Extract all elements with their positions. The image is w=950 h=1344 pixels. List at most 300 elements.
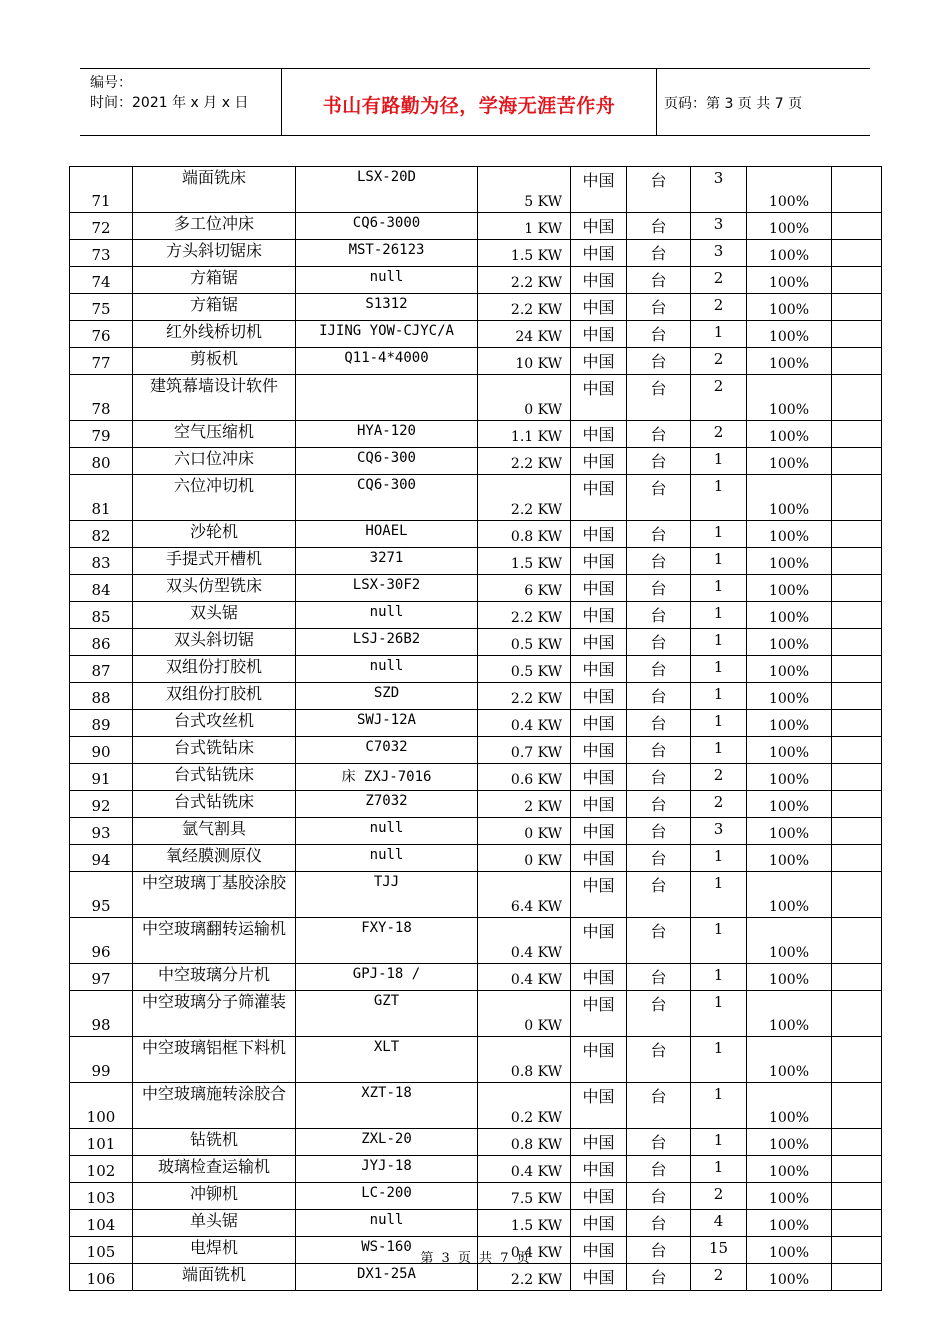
origin-country: 中国: [571, 548, 627, 575]
condition-rate: 100%: [747, 918, 832, 964]
quantity: 2: [691, 421, 747, 448]
power-rating: 0.4 KW: [478, 964, 571, 991]
serial-label: 编号：: [90, 75, 132, 91]
model-number: MST-26123: [296, 240, 478, 267]
quantity: 2: [691, 267, 747, 294]
power-rating: 0.4 KW: [478, 918, 571, 964]
condition-rate: 100%: [747, 1183, 832, 1210]
condition-rate: 100%: [747, 1083, 832, 1129]
remarks: [832, 872, 882, 918]
row-number: 83: [70, 548, 133, 575]
origin-country: 中国: [571, 845, 627, 872]
power-rating: 0.7 KW: [478, 737, 571, 764]
model-number: IJING YOW-CJYC/A: [296, 321, 478, 348]
remarks: [832, 421, 882, 448]
condition-rate: 100%: [747, 213, 832, 240]
unit: 台: [627, 348, 691, 375]
remarks: [832, 683, 882, 710]
quantity: 1: [691, 448, 747, 475]
quantity: 1: [691, 845, 747, 872]
quantity: 1: [691, 1083, 747, 1129]
origin-country: 中国: [571, 1083, 627, 1129]
row-number: 99: [70, 1037, 133, 1083]
model-number: SWJ-12A: [296, 710, 478, 737]
quantity: 3: [691, 213, 747, 240]
row-number: 102: [70, 1156, 133, 1183]
table-row: [70, 710, 882, 737]
quantity: 1: [691, 872, 747, 918]
power-rating: 0 KW: [478, 991, 571, 1037]
quantity: 1: [691, 602, 747, 629]
origin-country: 中国: [571, 818, 627, 845]
header-page-info: 页码：第 3 页 共 7 页: [664, 96, 803, 112]
equipment-name: 建筑幕墙设计软件: [133, 375, 296, 421]
equipment-name: 双组份打胶机: [133, 656, 296, 683]
quantity: 2: [691, 1264, 747, 1291]
condition-rate: 100%: [747, 240, 832, 267]
quantity: 1: [691, 1156, 747, 1183]
remarks: [832, 213, 882, 240]
equipment-name: 方头斜切锯床: [133, 240, 296, 267]
condition-rate: 100%: [747, 1237, 832, 1264]
table-row: [70, 845, 882, 872]
table-row: [70, 267, 882, 294]
power-rating: 0.5 KW: [478, 629, 571, 656]
unit: 台: [627, 448, 691, 475]
power-rating: 6 KW: [478, 575, 571, 602]
header-motto: 书山有路勤为径，学海无涯苦作舟: [322, 95, 616, 117]
unit: 台: [627, 683, 691, 710]
remarks: [832, 1264, 882, 1291]
condition-rate: 100%: [747, 791, 832, 818]
remarks: [832, 991, 882, 1037]
unit: 台: [627, 167, 691, 213]
table-row: [70, 602, 882, 629]
unit: 台: [627, 475, 691, 521]
equipment-name: 中空玻璃分子筛灌装: [133, 991, 296, 1037]
equipment-name: 台式攻丝机: [133, 710, 296, 737]
table-row: [70, 575, 882, 602]
table-row: [70, 1083, 882, 1129]
model-number: HOAEL: [296, 521, 478, 548]
power-rating: 0 KW: [478, 845, 571, 872]
model-number: HYA-120: [296, 421, 478, 448]
header-divider: [656, 69, 657, 135]
condition-rate: 100%: [747, 1156, 832, 1183]
row-number: 88: [70, 683, 133, 710]
power-rating: 0.6 KW: [478, 764, 571, 791]
model-number: TJJ: [296, 872, 478, 918]
remarks: [832, 1129, 882, 1156]
table-row: [70, 918, 882, 964]
page-footer: 第 3 页 共 7 页: [420, 1251, 530, 1266]
power-rating: 0 KW: [478, 818, 571, 845]
table-row: [70, 448, 882, 475]
origin-country: 中国: [571, 872, 627, 918]
origin-country: 中国: [571, 602, 627, 629]
unit: 台: [627, 1156, 691, 1183]
table-row: [70, 375, 882, 421]
equipment-name: 电焊机: [133, 1237, 296, 1264]
unit: 台: [627, 213, 691, 240]
remarks: [832, 1183, 882, 1210]
table-row: [70, 737, 882, 764]
remarks: [832, 818, 882, 845]
unit: 台: [627, 991, 691, 1037]
origin-country: 中国: [571, 764, 627, 791]
equipment-name: 手提式开槽机: [133, 548, 296, 575]
condition-rate: 100%: [747, 267, 832, 294]
model-number: S1312: [296, 294, 478, 321]
quantity: 1: [691, 548, 747, 575]
table-row: [70, 818, 882, 845]
condition-rate: 100%: [747, 348, 832, 375]
quantity: 1: [691, 475, 747, 521]
quantity: 1: [691, 710, 747, 737]
model-number: Z7032: [296, 791, 478, 818]
quantity: 1: [691, 629, 747, 656]
model-number: null: [296, 656, 478, 683]
page-header: [80, 68, 870, 136]
unit: 台: [627, 918, 691, 964]
condition-rate: 100%: [747, 656, 832, 683]
unit: 台: [627, 845, 691, 872]
remarks: [832, 791, 882, 818]
remarks: [832, 475, 882, 521]
power-rating: 6.4 KW: [478, 872, 571, 918]
model-number: CQ6-300: [296, 448, 478, 475]
model-number: CQ6-3000: [296, 213, 478, 240]
row-number: 97: [70, 964, 133, 991]
table-row: [70, 1183, 882, 1210]
model-number: 3271: [296, 548, 478, 575]
equipment-name: 单头锯: [133, 1210, 296, 1237]
model-number: JYJ-18: [296, 1156, 478, 1183]
quantity: 2: [691, 294, 747, 321]
power-rating: 1 KW: [478, 213, 571, 240]
model-number: CQ6-300: [296, 475, 478, 521]
condition-rate: 100%: [747, 448, 832, 475]
unit: 台: [627, 1210, 691, 1237]
row-number: 75: [70, 294, 133, 321]
remarks: [832, 375, 882, 421]
power-rating: 2 KW: [478, 791, 571, 818]
origin-country: 中国: [571, 267, 627, 294]
remarks: [832, 294, 882, 321]
equipment-name: 红外线桥切机: [133, 321, 296, 348]
condition-rate: 100%: [747, 872, 832, 918]
equipment-name: 双头锯: [133, 602, 296, 629]
origin-country: 中国: [571, 1210, 627, 1237]
equipment-name: 氩气割具: [133, 818, 296, 845]
row-number: 105: [70, 1237, 133, 1264]
power-rating: 0.8 KW: [478, 1129, 571, 1156]
equipment-name: 双头斜切锯: [133, 629, 296, 656]
origin-country: 中国: [571, 964, 627, 991]
condition-rate: 100%: [747, 1264, 832, 1291]
power-rating: 2.2 KW: [478, 475, 571, 521]
power-rating: 2.2 KW: [478, 602, 571, 629]
origin-country: 中国: [571, 240, 627, 267]
table-row: [70, 348, 882, 375]
condition-rate: 100%: [747, 629, 832, 656]
power-rating: 1.5 KW: [478, 240, 571, 267]
table-row: [70, 421, 882, 448]
quantity: 1: [691, 964, 747, 991]
condition-rate: 100%: [747, 991, 832, 1037]
equipment-name: 空气压缩机: [133, 421, 296, 448]
row-number: 96: [70, 918, 133, 964]
unit: 台: [627, 1183, 691, 1210]
unit: 台: [627, 791, 691, 818]
row-number: 81: [70, 475, 133, 521]
model-number: WS-160: [296, 1237, 478, 1264]
table-row: [70, 629, 882, 656]
model-number: null: [296, 602, 478, 629]
equipment-name: 台式钻铣床: [133, 791, 296, 818]
remarks: [832, 710, 882, 737]
model-number: [296, 375, 478, 421]
origin-country: 中国: [571, 1183, 627, 1210]
condition-rate: 100%: [747, 1210, 832, 1237]
remarks: [832, 1037, 882, 1083]
header-meta: [90, 73, 248, 113]
quantity: 1: [691, 737, 747, 764]
quantity: 1: [691, 1129, 747, 1156]
model-number: LSX-30F2: [296, 575, 478, 602]
unit: 台: [627, 964, 691, 991]
origin-country: 中国: [571, 1129, 627, 1156]
table-row: [70, 764, 882, 791]
equipment-name: 中空玻璃翻转运输机: [133, 918, 296, 964]
equipment-name: 氧经膜测原仪: [133, 845, 296, 872]
unit: 台: [627, 575, 691, 602]
condition-rate: 100%: [747, 710, 832, 737]
origin-country: 中国: [571, 1264, 627, 1291]
condition-rate: 100%: [747, 1037, 832, 1083]
quantity: 1: [691, 321, 747, 348]
quantity: 3: [691, 818, 747, 845]
remarks: [832, 845, 882, 872]
row-number: 94: [70, 845, 133, 872]
power-rating: 1.1 KW: [478, 421, 571, 448]
model-number: 床 ZXJ-7016: [296, 764, 478, 791]
row-number: 100: [70, 1083, 133, 1129]
table-row: [70, 991, 882, 1037]
row-number: 86: [70, 629, 133, 656]
row-number: 95: [70, 872, 133, 918]
power-rating: 0.8 KW: [478, 521, 571, 548]
remarks: [832, 1210, 882, 1237]
unit: 台: [627, 818, 691, 845]
table-row: [70, 964, 882, 991]
model-number: null: [296, 818, 478, 845]
equipment-name: 剪板机: [133, 348, 296, 375]
equipment-table: [69, 166, 882, 1291]
model-number: XLT: [296, 1037, 478, 1083]
power-rating: 5 KW: [478, 167, 571, 213]
row-number: 91: [70, 764, 133, 791]
quantity: 1: [691, 656, 747, 683]
table-row: [70, 240, 882, 267]
origin-country: 中国: [571, 375, 627, 421]
remarks: [832, 918, 882, 964]
row-number: 71: [70, 167, 133, 213]
unit: 台: [627, 1083, 691, 1129]
model-number: SZD: [296, 683, 478, 710]
quantity: 2: [691, 348, 747, 375]
quantity: 2: [691, 764, 747, 791]
condition-rate: 100%: [747, 167, 832, 213]
quantity: 2: [691, 1183, 747, 1210]
row-number: 93: [70, 818, 133, 845]
model-number: XZT-18: [296, 1083, 478, 1129]
origin-country: 中国: [571, 656, 627, 683]
table-row: [70, 791, 882, 818]
table-row: [70, 683, 882, 710]
remarks: [832, 321, 882, 348]
unit: 台: [627, 629, 691, 656]
remarks: [832, 1083, 882, 1129]
row-number: 87: [70, 656, 133, 683]
origin-country: 中国: [571, 1237, 627, 1264]
quantity: 1: [691, 991, 747, 1037]
origin-country: 中国: [571, 1037, 627, 1083]
model-number: FXY-18: [296, 918, 478, 964]
condition-rate: 100%: [747, 737, 832, 764]
origin-country: 中国: [571, 683, 627, 710]
unit: 台: [627, 872, 691, 918]
time-label: 时间：2021 年 x 月 x 日: [90, 95, 249, 111]
unit: 台: [627, 294, 691, 321]
table-row: [70, 294, 882, 321]
power-rating: 0.8 KW: [478, 1037, 571, 1083]
unit: 台: [627, 737, 691, 764]
power-rating: 1.5 KW: [478, 548, 571, 575]
table-row: [70, 1156, 882, 1183]
remarks: [832, 448, 882, 475]
row-number: 104: [70, 1210, 133, 1237]
condition-rate: 100%: [747, 475, 832, 521]
table-row: [70, 548, 882, 575]
table-row: [70, 213, 882, 240]
model-number: null: [296, 845, 478, 872]
equipment-name: 多工位冲床: [133, 213, 296, 240]
power-rating: 7.5 KW: [478, 1183, 571, 1210]
row-number: 106: [70, 1264, 133, 1291]
remarks: [832, 602, 882, 629]
equipment-name: 玻璃检查运输机: [133, 1156, 296, 1183]
condition-rate: 100%: [747, 683, 832, 710]
equipment-name: 双组份打胶机: [133, 683, 296, 710]
unit: 台: [627, 602, 691, 629]
row-number: 89: [70, 710, 133, 737]
row-number: 103: [70, 1183, 133, 1210]
equipment-name: 六口位冲床: [133, 448, 296, 475]
quantity: 3: [691, 167, 747, 213]
condition-rate: 100%: [747, 321, 832, 348]
unit: 台: [627, 764, 691, 791]
remarks: [832, 548, 882, 575]
equipment-name: 冲铆机: [133, 1183, 296, 1210]
table-row: [70, 872, 882, 918]
equipment-name: 端面铣床: [133, 167, 296, 213]
table-row: [70, 475, 882, 521]
quantity: 3: [691, 240, 747, 267]
condition-rate: 100%: [747, 575, 832, 602]
origin-country: 中国: [571, 475, 627, 521]
unit: 台: [627, 656, 691, 683]
row-number: 77: [70, 348, 133, 375]
model-number: LC-200: [296, 1183, 478, 1210]
table-row: [70, 1037, 882, 1083]
power-rating: 2.2 KW: [478, 267, 571, 294]
unit: 台: [627, 521, 691, 548]
origin-country: 中国: [571, 348, 627, 375]
row-number: 84: [70, 575, 133, 602]
model-number: Q11-4*4000: [296, 348, 478, 375]
remarks: [832, 964, 882, 991]
quantity: 1: [691, 521, 747, 548]
equipment-name: 台式铣钻床: [133, 737, 296, 764]
equipment-name: 中空玻璃施转涂胶合: [133, 1083, 296, 1129]
power-rating: 2.2 KW: [478, 448, 571, 475]
unit: 台: [627, 1237, 691, 1264]
unit: 台: [627, 710, 691, 737]
condition-rate: 100%: [747, 421, 832, 448]
origin-country: 中国: [571, 918, 627, 964]
condition-rate: 100%: [747, 548, 832, 575]
power-rating: 0.5 KW: [478, 656, 571, 683]
equipment-name: 双头仿型铣床: [133, 575, 296, 602]
unit: 台: [627, 548, 691, 575]
unit: 台: [627, 1037, 691, 1083]
origin-country: 中国: [571, 737, 627, 764]
power-rating: 2.2 KW: [478, 294, 571, 321]
origin-country: 中国: [571, 521, 627, 548]
remarks: [832, 240, 882, 267]
remarks: [832, 167, 882, 213]
unit: 台: [627, 267, 691, 294]
row-number: 79: [70, 421, 133, 448]
row-number: 90: [70, 737, 133, 764]
origin-country: 中国: [571, 294, 627, 321]
power-rating: 2.2 KW: [478, 1264, 571, 1291]
remarks: [832, 737, 882, 764]
condition-rate: 100%: [747, 602, 832, 629]
unit: 台: [627, 1129, 691, 1156]
equipment-name: 中空玻璃丁基胶涂胶: [133, 872, 296, 918]
origin-country: 中国: [571, 791, 627, 818]
condition-rate: 100%: [747, 845, 832, 872]
power-rating: 0 KW: [478, 375, 571, 421]
origin-country: 中国: [571, 213, 627, 240]
unit: 台: [627, 1264, 691, 1291]
model-number: C7032: [296, 737, 478, 764]
table-row: [70, 321, 882, 348]
model-number: GZT: [296, 991, 478, 1037]
origin-country: 中国: [571, 1156, 627, 1183]
origin-country: 中国: [571, 710, 627, 737]
quantity: 15: [691, 1237, 747, 1264]
remarks: [832, 521, 882, 548]
power-rating: 0.2 KW: [478, 1083, 571, 1129]
condition-rate: 100%: [747, 818, 832, 845]
origin-country: 中国: [571, 321, 627, 348]
condition-rate: 100%: [747, 1129, 832, 1156]
table-row: [70, 656, 882, 683]
row-number: 76: [70, 321, 133, 348]
